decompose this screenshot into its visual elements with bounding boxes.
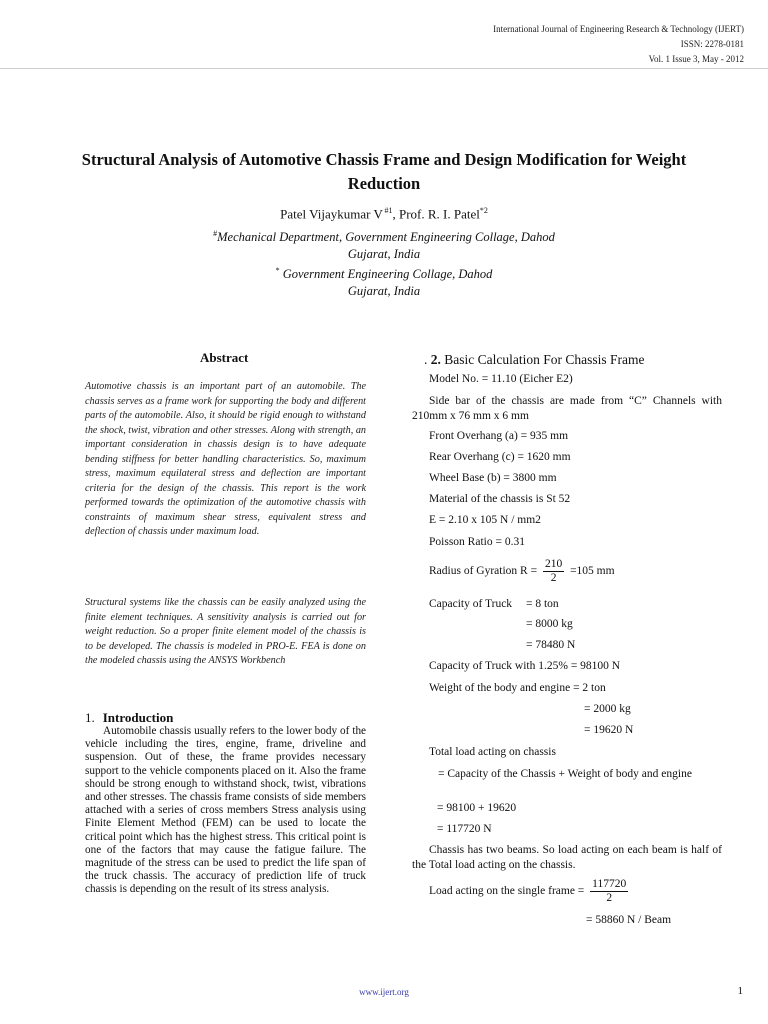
single-frame-load [429,878,631,905]
total-load-result: = 117720 N [437,823,492,835]
author-1: Patel Vijaykumar V [280,206,383,222]
capacity-with-overload: Capacity of Truck with 1.25% = 98100 N [429,660,621,672]
two-beams-note: Chassis has two beams. So load acting on each beam is half of the Total load acting on the chassis. [412,844,722,871]
author-1-sup: #1 [384,206,393,215]
model-number: Model No. = 11.10 (Eicher E2) [429,373,573,385]
capacity-ton: = 8 ton [526,598,559,610]
section-2-title: Basic Calculation For Chassis Frame [444,352,645,367]
affiliation-2-line2: Gujarat, India [347,284,421,299]
total-load-sum: = 98100 + 19620 [437,802,517,814]
introduction-title: Introduction [102,710,174,725]
radius-of-gyration [429,558,615,585]
wheel-base: Wheel Base (b) = 3800 mm [429,472,557,484]
section-2-prefix: . [424,352,428,367]
total-load-formula: = Capacity of the Chassis + Weight of body and engine [438,768,692,780]
affiliation-1-line2: Gujarat, India [347,247,421,262]
single-frame-denominator: 2 [606,892,613,904]
affiliation-2-marker: * [275,266,280,275]
header-divider [0,68,768,69]
journal-header [493,22,744,67]
affiliation-2-line1: Government Engineering Collage, Dahod [282,267,493,282]
gyration-label: Radius of Gyration R = [429,565,538,578]
gyration-numerator: 210 [544,558,563,570]
paper-title: Structural Analysis of Automotive Chassis Frame and Design Modification for Weight Reduction [81,150,687,193]
side-bar-spec: Side bar of the chassis are made from “C” Channels with 210mm x 76 mm x 6 mm [412,395,722,422]
single-frame-fraction [590,878,628,905]
abstract-paragraph-1: Automotive chassis is an important part of an automobile. The chassis serves as a frame work for supporting the body and different parts of the automobile. Also, it should be rigid enough to withstand the shock, twist, vibration and other stresses. Along with strength, an important consideration in chassis design is to have adequate bending stiffness for better handling characteristics. So, maximum stress, maximum equilateral stress and deflection are important criteria for the design of the chassis. This report is the work performed towards the optimization of the automotive chassis with constraints of maximum shear stress, equivalent stress and deflection of chassis under maximum load. [85,381,366,537]
load-per-beam: = 58860 N / Beam [586,914,672,926]
front-overhang: Front Overhang (a) = 935 mm [429,430,569,442]
abstract-heading: Abstract [200,350,249,365]
authors [0,206,768,222]
introduction-heading [85,710,173,726]
affiliation-1-marker: # [213,229,218,238]
capacity-kg: = 8000 kg [526,618,573,630]
capacity-newton: = 78480 N [526,639,576,651]
single-frame-numerator: 117720 [592,878,627,890]
abstract-paragraph-2: Structural systems like the chassis can be easily analyzed using the finite element techniques. A sensitivity analysis is carried out for weight reduction. So a proper finite element model of the chassis is to be developed. The chassis is modeled in PRO-E. FEA is done on the modeled chassis using the ANSYS Workbench [85,597,366,666]
introduction-text: Automobile chassis usually refers to the lower body of the vehicle including the tires, engine, frame, driveline and suspension. Out of these, the frame provides necessary support to the vehicle components placed on it. Also the frame should be strong enough to withstand shock, twist, vibrations and other stresses. The chassis frame consists of side members attached with a series of cross members Stress analysis using Finite Element Method (FEM) can be used to locate the critical point which has the highest stress. This critical point is one of the factors that may cause the fatigue failure. The magnitude of the stress can be used to predict the life span of the truck chassis. The accuracy of prediction life of truck chassis is depending on the result of its stress analysis. [85,725,366,896]
rear-overhang: Rear Overhang (c) = 1620 mm [429,451,571,463]
total-load-label: Total load acting on chassis [429,746,556,758]
gyration-fraction [543,558,564,585]
weight-body-engine: Weight of the body and engine = 2 ton [429,682,606,694]
affiliation-2 [0,262,768,300]
weight-newton: = 19620 N [584,724,634,736]
footer-url[interactable]: www.ijert.org [359,987,409,997]
introduction-number: 1. [85,710,95,725]
section-2-heading [424,352,644,368]
single-frame-label: Load acting on the single frame = [429,885,585,898]
weight-kg: = 2000 kg [584,703,631,715]
section-2-number: 2. [430,352,441,367]
author-2-sup: *2 [479,206,488,215]
gyration-result: =105 mm [570,565,615,578]
capacity-label: Capacity of Truck [429,598,513,610]
gyration-denominator: 2 [550,572,557,584]
elastic-modulus: E = 2.10 x 105 N / mm2 [429,514,541,526]
author-2: Prof. R. I. Patel [398,206,480,222]
journal-name: International Journal of Engineering Research & Technology (IJERT) [493,24,744,34]
chassis-material: Material of the chassis is St 52 [429,493,571,505]
volume-issue: Vol. 1 Issue 3, May - 2012 [648,54,744,64]
page-number: 1 [737,985,743,997]
affiliation-1 [0,225,768,263]
poisson-ratio: Poisson Ratio = 0.31 [429,536,525,548]
issn: ISSN: 2278-0181 [680,39,744,49]
affiliation-1-line1: Mechanical Department, Government Engineering Collage, Dahod [217,230,555,245]
author-separator: , [392,206,399,222]
